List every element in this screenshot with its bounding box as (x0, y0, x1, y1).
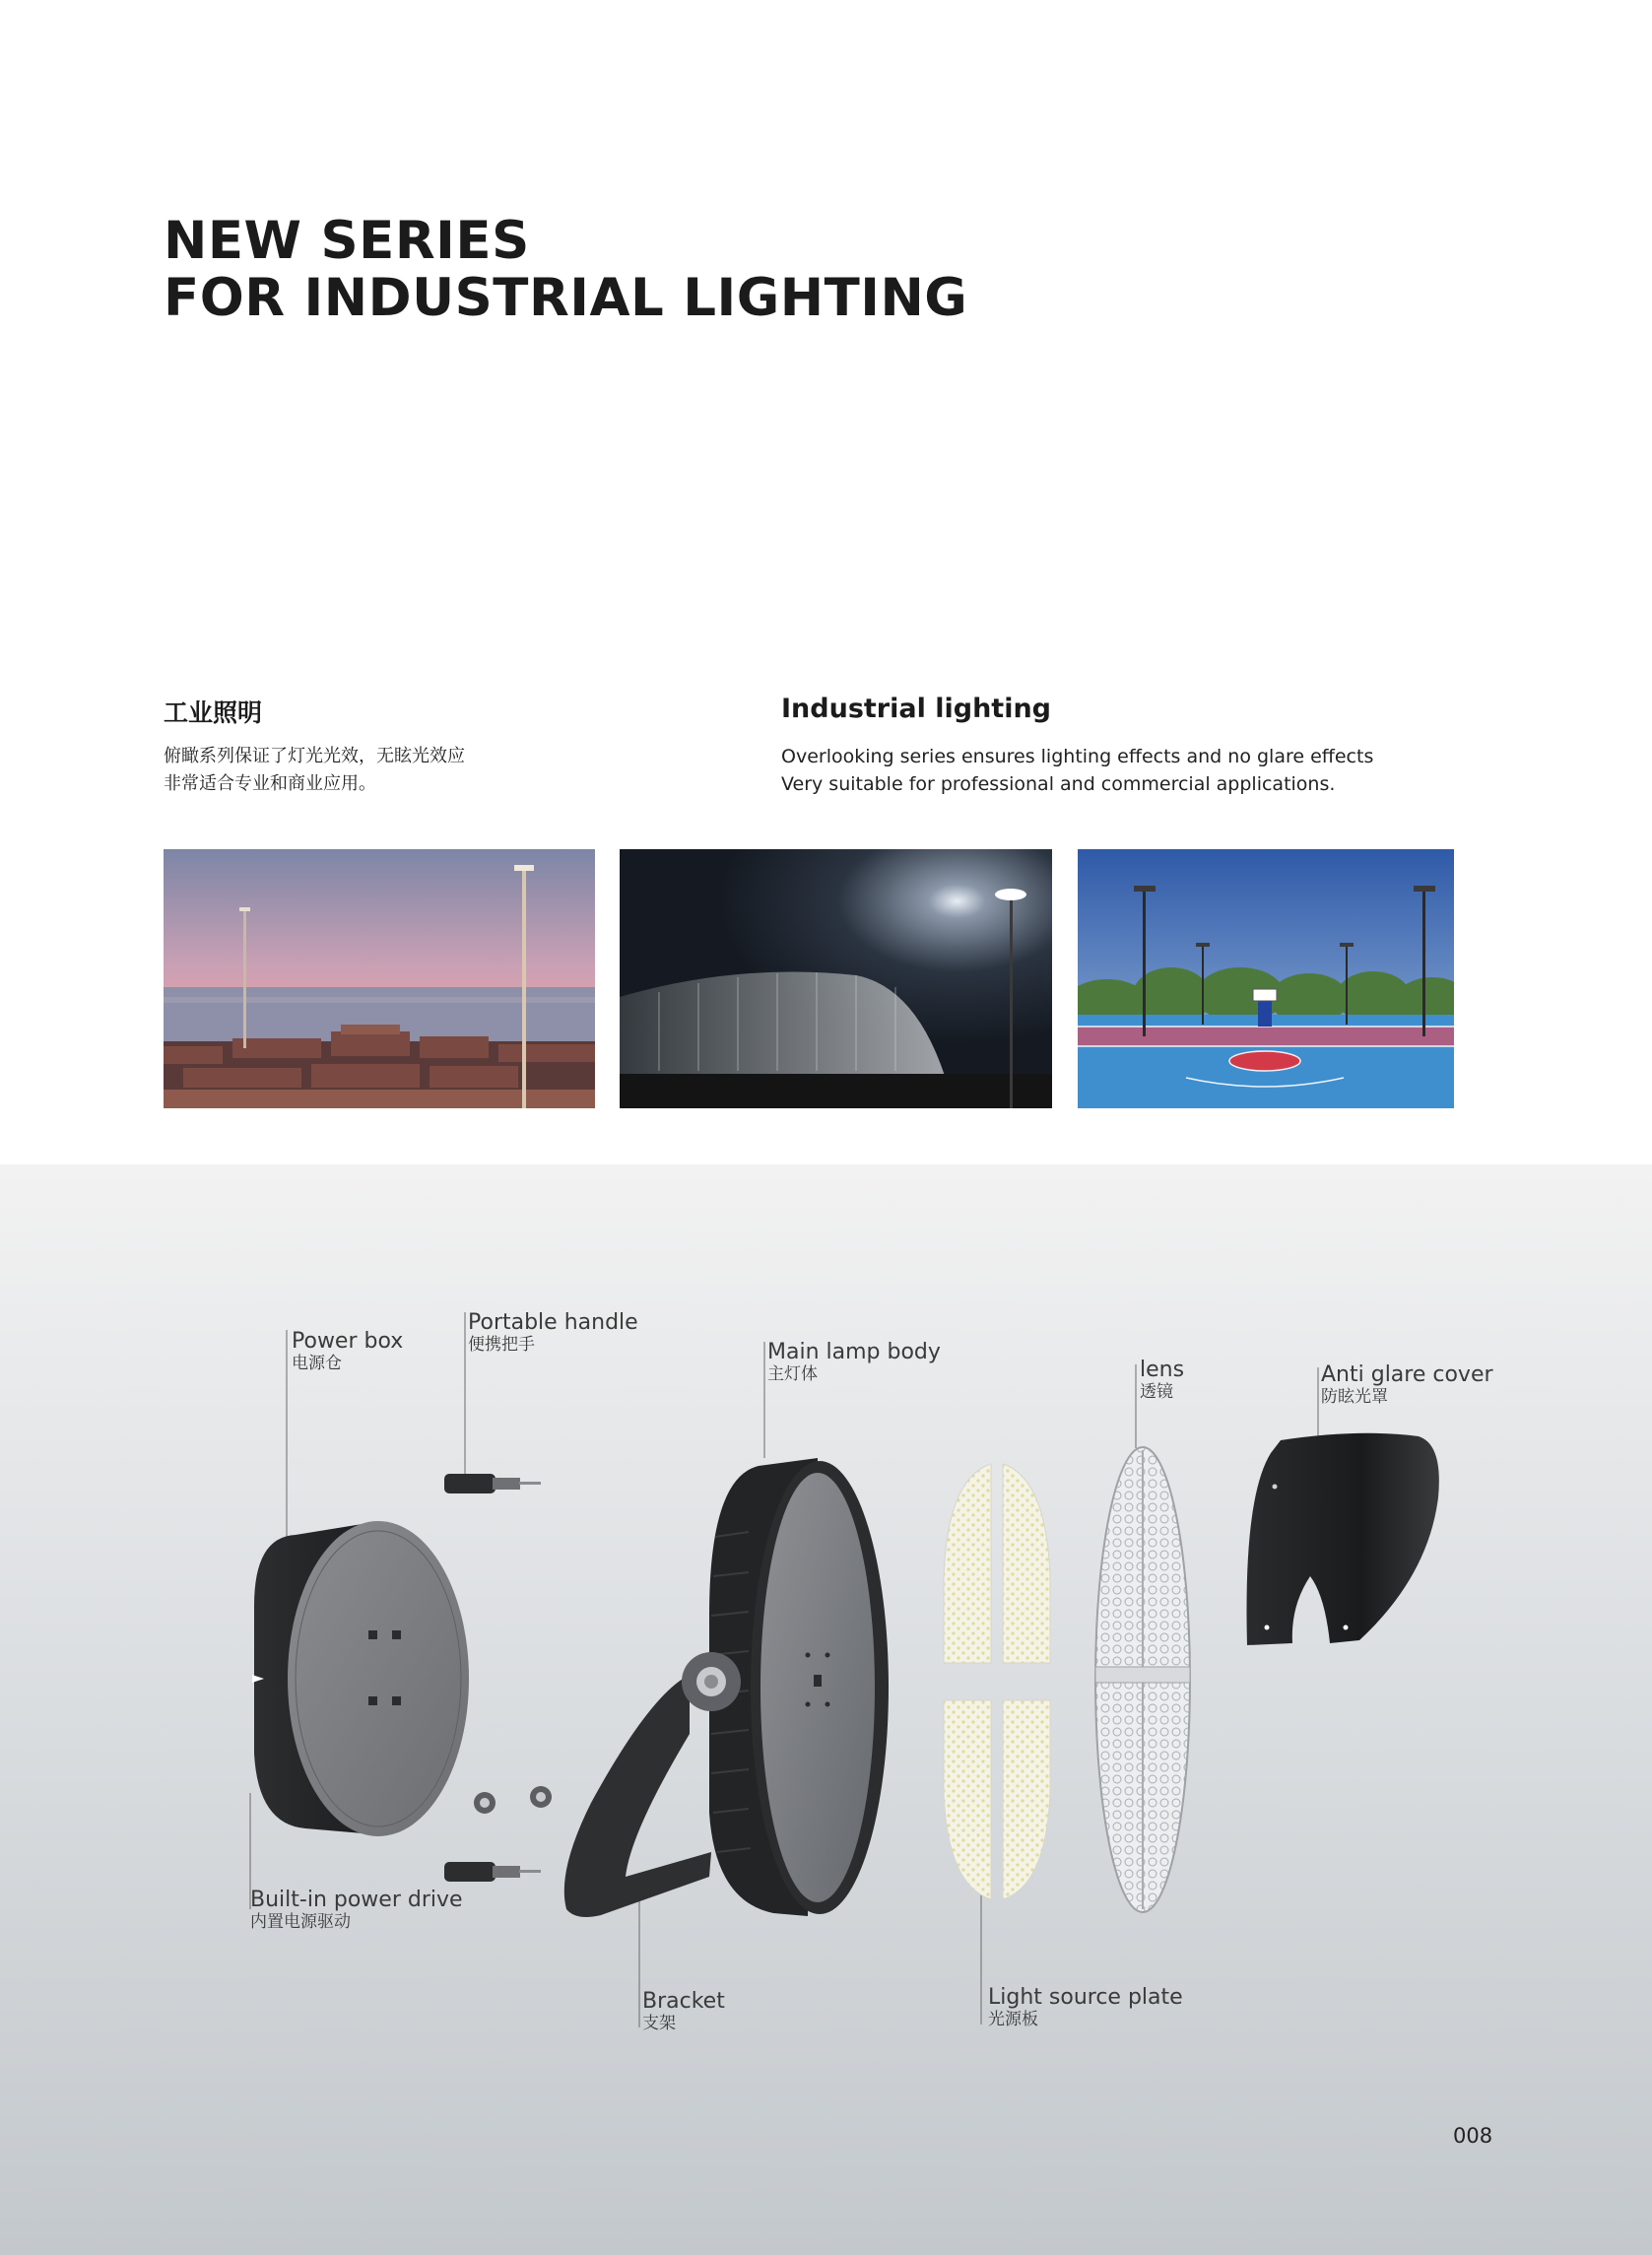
lens-label (1140, 1359, 1184, 1402)
basketball-court-photo (1078, 849, 1454, 1108)
light-source-plate-label-en: Light source plate (988, 1985, 1183, 2010)
anti-glare-cover-label-zh: 防眩光罩 (1321, 1387, 1388, 1407)
bracket-label-zh: 支架 (642, 2014, 676, 2033)
power-box-label-en: Power box (292, 1329, 404, 1354)
main-lamp-body-label-en: Main lamp body (767, 1340, 941, 1364)
light-source-plate-label (988, 1986, 1183, 2029)
power-box-label-zh: 电源仓 (292, 1354, 342, 1373)
portable-handle-illustration (444, 1474, 541, 1493)
main-lamp-body-label-zh: 主灯体 (767, 1364, 818, 1384)
english-section-title: Industrial lighting (781, 694, 1052, 724)
anti-glare-cover-label-en: Anti glare cover (1321, 1362, 1493, 1387)
heading-line-2: FOR INDUSTRIAL LIGHTING (164, 268, 968, 328)
light-source-plate-illustration (944, 1464, 1050, 1899)
exploded-view-diagram (0, 1164, 1652, 2255)
harbor-dusk-photo (164, 849, 595, 1108)
english-description-line-1: Overlooking series ensures lighting effects and no glare effects (781, 746, 1374, 767)
lens-illustration (1095, 1447, 1190, 1912)
english-description-line-2: Very suitable for professional and commercial applications. (781, 773, 1336, 795)
portable-handle-label-zh: 便携把手 (468, 1335, 535, 1355)
stadium-night-photo (620, 849, 1052, 1108)
lens-label-zh: 透镜 (1140, 1382, 1173, 1402)
bracket-label-en: Bracket (642, 1989, 725, 2014)
anti-glare-cover-illustration (1247, 1433, 1439, 1645)
portable-handle-label (468, 1311, 638, 1355)
english-description (781, 743, 1373, 798)
built-in-power-drive-label-zh: 内置电源驱动 (250, 1912, 351, 1932)
page-heading (164, 213, 967, 327)
page-number: 008 (1453, 2124, 1493, 2148)
built-in-power-drive-illustration (444, 1786, 552, 1882)
anti-glare-cover-label (1321, 1363, 1493, 1407)
built-in-power-drive-label-en: Built-in power drive (250, 1888, 463, 1912)
main-lamp-body-label (767, 1341, 941, 1384)
chinese-description-line-2: 非常适合专业和商业应用。 (164, 773, 376, 794)
chinese-description (164, 743, 465, 798)
light-source-plate-label-zh: 光源板 (988, 2010, 1038, 2029)
portable-handle-label-en: Portable handle (468, 1310, 638, 1335)
chinese-section-title: 工业照明 (164, 698, 263, 727)
power-box-illustration (252, 1521, 469, 1836)
lens-label-en: lens (1140, 1358, 1185, 1382)
built-in-power-drive-label (250, 1889, 463, 1932)
power-box-label (292, 1330, 403, 1373)
bracket-label (642, 1990, 725, 2033)
heading-line-1: NEW SERIES (164, 211, 530, 271)
chinese-description-line-1: 俯瞰系列保证了灯光光效，无眩光效应 (164, 746, 465, 766)
